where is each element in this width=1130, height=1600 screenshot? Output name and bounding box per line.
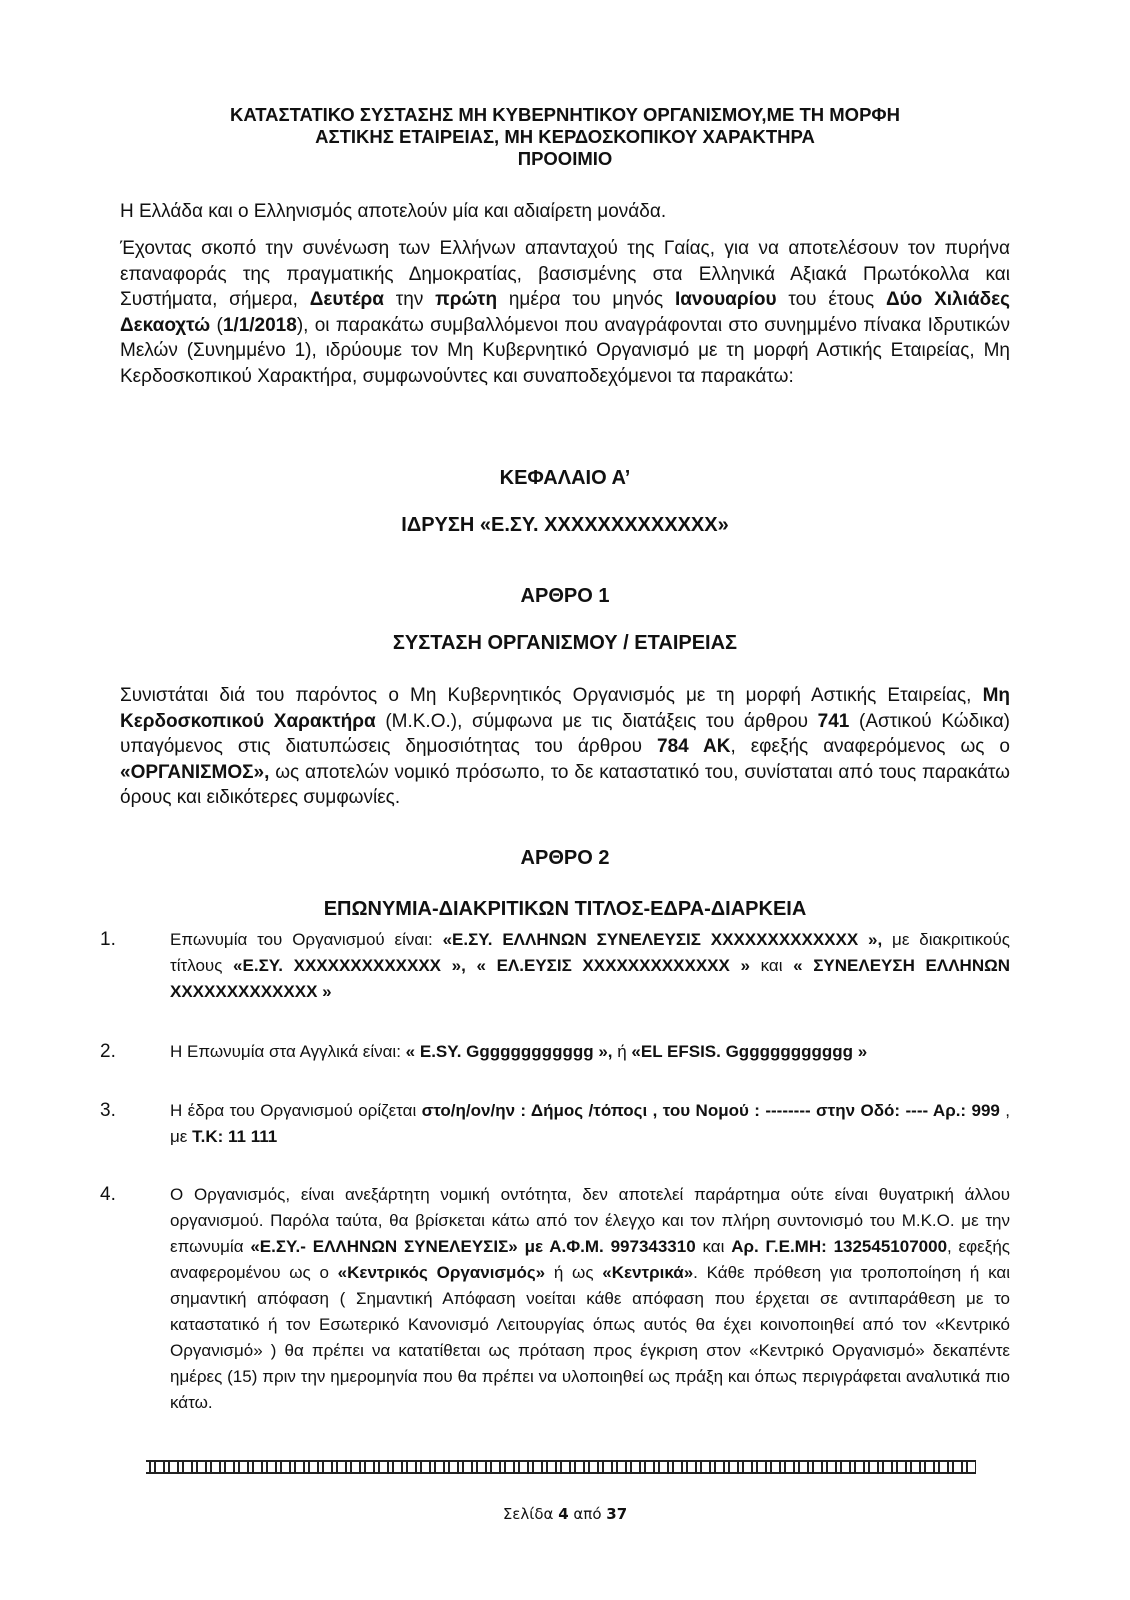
item-text: με διακριτικούς τίτλους: [170, 930, 1010, 975]
preamble-bold-first: πρώτη: [435, 289, 498, 310]
article-1-text: ως αποτελών νομικό πρόσωπο, το δε καταστατικό του, συνίσταται από τους παρακάτω όρους και ειδικότερες συμφωνίες.: [120, 761, 1010, 808]
item-number: 3.: [100, 1100, 116, 1121]
page-total: 37: [606, 1505, 628, 1523]
item-body: [170, 1182, 1010, 1416]
document-title: [0, 104, 1130, 170]
item-text: και: [695, 1237, 732, 1256]
chapter-founding-title: ΙΔΡΥΣΗ «Ε.ΣΥ. ΧΧΧΧΧΧΧΧΧΧΧΧΧ»: [401, 514, 729, 536]
article-2-item-4: [100, 1182, 1010, 1416]
page-number: 4: [558, 1505, 569, 1523]
preamble-text: του έτους: [776, 289, 886, 310]
page-footer: [0, 1505, 1130, 1523]
preamble-paragraph: [120, 236, 1010, 389]
preamble-bold-month: Ιανουαρίου: [674, 289, 777, 310]
item-text: Η έδρα του Οργανισμού ορίζεται: [170, 1101, 422, 1120]
item-number: 1.: [100, 929, 116, 950]
item-text: Η Επωνυμία στα Αγγλικά είναι:: [170, 1042, 406, 1061]
footer-text: από: [568, 1505, 607, 1523]
preamble-text: ημέρα του μηνός: [497, 289, 675, 310]
article-2-item-2: [100, 1039, 1010, 1065]
item-text: , με: [170, 1101, 1011, 1146]
item-bold: Αρ. Γ.Ε.ΜΗ: 132545107000: [731, 1237, 948, 1256]
item-text: Επωνυμία του Οργανισμού είναι:: [170, 930, 443, 949]
preamble-bold-day: Δευτέρα: [309, 289, 384, 310]
item-bold: « ΣΥΝΕΛΕΥΣΗ ΕΛΛΗΝΩΝ ΧΧΧΧΧΧΧΧΧΧΧΧΧ »: [170, 956, 1010, 1001]
item-bold: «Κεντρικός Οργανισμός»: [337, 1263, 546, 1282]
item-text: και: [749, 956, 794, 975]
footer-text: Σελίδα: [502, 1505, 559, 1523]
item-bold: «Ε.ΣΥ. ΕΛΛΗΝΩΝ ΣΥΝΕΛΕΥΣΙΣ ΧΧΧΧΧΧΧΧΧΧΧΧΧ »,: [442, 930, 883, 949]
preamble-text: (: [210, 314, 223, 336]
item-text: ή: [612, 1042, 632, 1061]
title-line-1: ΚΑΤΑΣΤΑΤΙΚΟ ΣΥΣΤΑΣΗΣ ΜΗ ΚΥΒΕΡΝΗΤΙΚΟΥ ΟΡΓΑΝΙΣΜΟΥ,ΜΕ ΤΗ ΜΟΡΦΗ: [230, 104, 900, 125]
preamble-bold-year: Δύο Χιλιάδες Δεκαοχτώ: [120, 289, 1010, 336]
article-1-text: Συνιστάται διά του παρόντος ο Μη Κυβερνητικός Οργανισμός με τη μορφή Αστικής Εταιρείας,: [120, 685, 983, 706]
item-bold: στο/η/ον/ην : Δήμος /τόποςι , του Νομού : -------- στην Οδό: ---- Αρ.: 999: [421, 1101, 1000, 1120]
article-2-item-1: [100, 927, 1010, 1005]
article-1-text: (Μ.Κ.Ο.), σύμφωνα με τις διατάξεις του άρθρου: [375, 710, 818, 732]
item-number: 2.: [100, 1041, 116, 1062]
item-text: , εφεξής αναφερομένου ως ο: [170, 1237, 1011, 1282]
item-bold: « E.SY. Gggggggggggg »,: [405, 1042, 613, 1061]
chapter-heading: ΚΕΦΑΛΑΙΟ Α’: [499, 467, 631, 489]
item-body: [170, 1098, 1010, 1150]
item-bold: «Κεντρικά»: [602, 1263, 694, 1282]
article-2-title: ΕΠΩΝΥΜΙΑ-ΔΙΑΚΡΙΤΙΚΩΝ ΤΙΤΛΟΣ-ΕΔΡΑ-ΔΙΑΡΚΕΙΑ: [323, 898, 807, 920]
item-text: . Κάθε πρόθεση για τροποποίηση ή και σημαντική απόφαση ( Σημαντική Απόφαση νοείται κάθε απόφαση που έρχεται σε αντιπαράθεση με το καταστατικό ή τον Εσωτερικό Κανονισμό Λειτουργίας όπως αυτός θα έχει κοινοποιηθεί από τον «Κεντρικό Οργανισμό» ) θα πρέπει να κατατίθεται ως πρόταση προς έγκριση στον «Κεντρικό Οργανισμό» δεκαπέντε ημέρες (15) πριν την ημερομηνία που θα πρέπει να υλοποιηθεί ως πράξη και όπως περιγράφεται αναλυτικά πιο κάτω.: [170, 1263, 1010, 1412]
title-line-2: ΑΣΤΙΚΗΣ ΕΤΑΙΡΕΙΑΣ, ΜΗ ΚΕΡΔΟΣΚΟΠΙΚΟΥ ΧΑΡΑΚΤΗΡΑ: [315, 126, 815, 147]
item-number: 4.: [100, 1184, 116, 1205]
item-body: [170, 1039, 1010, 1065]
article-2-heading: ΑΡΘΡΟ 2: [520, 847, 610, 869]
article-1-bold: 741: [817, 710, 850, 732]
item-text: Ο Οργανισμός, είναι ανεξάρτητη νομική οντότητα, δεν αποτελεί παράρτημα ούτε είναι θυγατρική άλλου οργανισμού. Παρόλα ταύτα, θα βρίσκεται κάτω από τον έλεγχο και τον πλήρη συντονισμό του Μ.Κ.Ο. με την επωνυμία: [170, 1185, 1010, 1256]
preamble-text: ), οι παρακάτω συμβαλλόμενοι που αναγράφονται στο συνημμένο πίνακα Ιδρυτικών Μελών (Συνημμένο 1), ιδρύουμε τον Μη Κυβερνητικό Οργανισμό με τη μορφή Αστικής Εταιρείας, Μη Κερδοσκοπικού Χαρακτήρα, συμφωνούντες και συναποδεχόμενοι τα παρακάτω:: [120, 314, 1010, 387]
item-bold: «EL EFSIS. Gggggggggggg »: [631, 1042, 868, 1061]
article-1-bold: Μη Κερδοσκοπικού Χαρακτήρα: [120, 685, 1010, 732]
decorative-border: [146, 1460, 976, 1474]
article-2-item-3: [100, 1098, 1010, 1150]
item-text: ή ως: [545, 1263, 603, 1282]
article-1-text: , εφεξής αναφερόμενος ως ο: [730, 736, 1010, 757]
item-bold: «Ε.ΣΥ. ΧΧΧΧΧΧΧΧΧΧΧΧΧ », « ΕΛ.ΕΥΣΙΣ ΧΧΧΧΧΧΧΧΧΧΧΧΧ »: [233, 956, 750, 975]
item-bold: Τ.Κ: 11 111: [192, 1127, 278, 1146]
preamble-bold-date: 1/1/2018: [222, 314, 297, 336]
article-1-text: (Αστικού Κώδικα) υπαγόμενος στις διατυπώσεις δημοσιότητας του άρθρου: [120, 710, 1011, 757]
article-1-bold: «ΟΡΓΑΝΙΣΜΟΣ»,: [120, 761, 270, 783]
title-line-3: ΠΡΟΟΙΜΙΟ: [517, 148, 613, 169]
article-1-title: ΣΥΣΤΑΣΗ ΟΡΓΑΝΙΣΜΟΥ / ΕΤΑΙΡΕΙΑΣ: [392, 632, 738, 654]
article-1-bold: 784 ΑΚ: [657, 736, 731, 757]
article-1-paragraph: [120, 683, 1010, 811]
article-1-heading: ΑΡΘΡΟ 1: [520, 585, 610, 607]
intro-paragraph: Η Ελλάδα και ο Ελληνισμός αποτελούν μία και αδιαίρετη μονάδα.: [120, 201, 667, 222]
item-bold: «Ε.ΣΥ.- ΕΛΛΗΝΩΝ ΣΥΝΕΛΕΥΣΙΣ» με Α.Φ.Μ. 997343310: [250, 1237, 696, 1256]
preamble-text: Έχοντας σκοπό την συνένωση των Ελλήνων απανταχού της Γαίας, για να αποτελέσουν τον πυρήνα επαναφοράς της πραγματικής Δημοκρατίας, βασισμένης στα Ελληνικά Αξιακά Πρωτόκολλα και Συστήματα, σήμερα,: [120, 238, 1010, 310]
item-body: [170, 927, 1010, 1005]
preamble-text: την: [383, 289, 436, 310]
